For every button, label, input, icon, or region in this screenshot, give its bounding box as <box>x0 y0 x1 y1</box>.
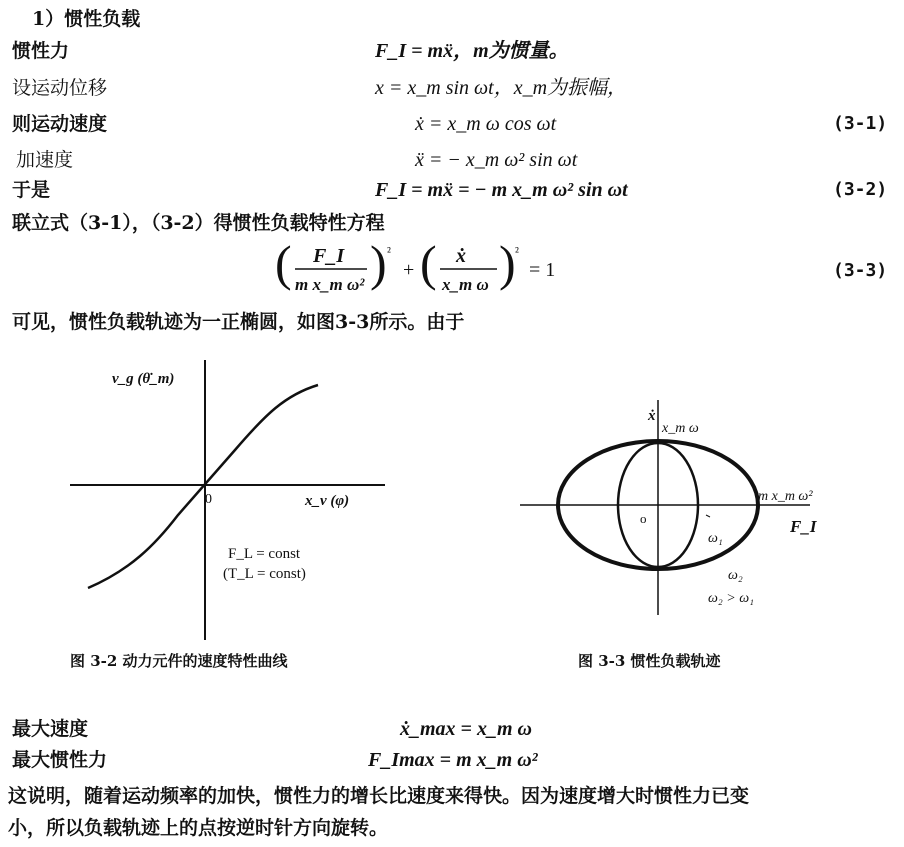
formula-max-velocity: ẋ_max = x_m ω <box>400 718 532 740</box>
formula-velocity: ẋ = x_m ω cos ωt <box>415 113 557 135</box>
formula-displacement: x = x_m sin ωt，x_m为振幅， <box>375 77 628 99</box>
load-note-2: (T_L = const) <box>223 566 306 582</box>
load-note-1: F_L = const <box>228 546 301 562</box>
row-label-velocity: 则运动速度 <box>12 113 108 135</box>
svg-text:): ) <box>499 235 516 291</box>
row-label-max-inertia-force: 最大惯性力 <box>12 749 108 771</box>
section-title: 1）惯性负载 <box>32 8 141 30</box>
svg-text:): ) <box>370 235 387 291</box>
svg-text:+: + <box>403 259 415 281</box>
eq-number-3-2: (3-2) <box>833 179 888 200</box>
eq-number-3-3: (3-3) <box>833 260 888 281</box>
svg-text:(: ( <box>420 235 437 291</box>
origin-label: o <box>640 511 647 526</box>
origin-label: 0 <box>205 492 212 507</box>
frac1-den: m x_m ω² <box>295 275 365 294</box>
formula-max-inertia-force: F_Imax = m x_m ω² <box>368 749 538 771</box>
omega-2-label: ω₂ <box>728 568 743 583</box>
row-label-displacement: 设运动位移 <box>12 77 108 99</box>
frac2-num: ẋ <box>456 245 466 267</box>
right-intercept-label: m x_m ω² <box>758 489 813 504</box>
row-label-acceleration: 加速度 <box>16 149 74 171</box>
x-axis-label: F_I <box>790 517 817 536</box>
svg-text:²: ² <box>387 244 391 259</box>
figure-velocity-curve <box>60 355 390 645</box>
main-equation <box>275 235 595 300</box>
x-axis-label: x_v (φ) <box>305 493 350 509</box>
figure-inertia-trajectory <box>510 390 850 630</box>
frac1-num: F_I <box>313 245 345 267</box>
main-equation-rhs: = 1 <box>529 259 556 281</box>
caption-figure-3-2: 图 3-2 动力元件的速度特性曲线 <box>70 652 288 670</box>
formula-acceleration: ẍ = − x_m ω² sin ωt <box>415 149 578 171</box>
conclusion-line-1: 这说明，随着运动频率的加快，惯性力的增长比速度来得快。因为速度增大时惯性力已变 <box>8 785 750 807</box>
frac2-den: x_m ω <box>442 275 489 294</box>
formula-inertia-force: F_I = mẍ，m为惯量。 <box>375 40 569 62</box>
formula-inertia-expanded: F_I = mẍ = − m x_m ω² sin ωt <box>375 179 628 201</box>
row-label-therefore: 于是 <box>12 179 51 201</box>
y-axis-label: ẋ <box>648 408 656 424</box>
omega-relation-label: ω₂ > ω₁ <box>708 591 754 606</box>
eq-number-3-1: (3-1) <box>833 113 888 134</box>
caption-figure-3-3: 图 3-3 惯性负载轨迹 <box>578 652 721 670</box>
row-label-max-velocity: 最大速度 <box>12 718 89 740</box>
omega-1-label: ω₁ <box>708 531 723 546</box>
top-intercept-label: x_m ω <box>662 421 699 436</box>
svg-text:(: ( <box>275 235 292 291</box>
y-axis-label: v_g (θ̇_m) <box>112 371 175 387</box>
ellipse-text: 可见，惯性负载轨迹为一正椭圆，如图3-3所示。由于 <box>12 311 465 333</box>
combine-text: 联立式（3-1），（3-2）得惯性负载特性方程 <box>12 212 385 234</box>
conclusion-line-2: 小，所以负载轨迹上的点按逆时针方向旋转。 <box>8 817 389 839</box>
row-label-inertia-force: 惯性力 <box>12 40 70 62</box>
svg-text:²: ² <box>515 244 519 259</box>
